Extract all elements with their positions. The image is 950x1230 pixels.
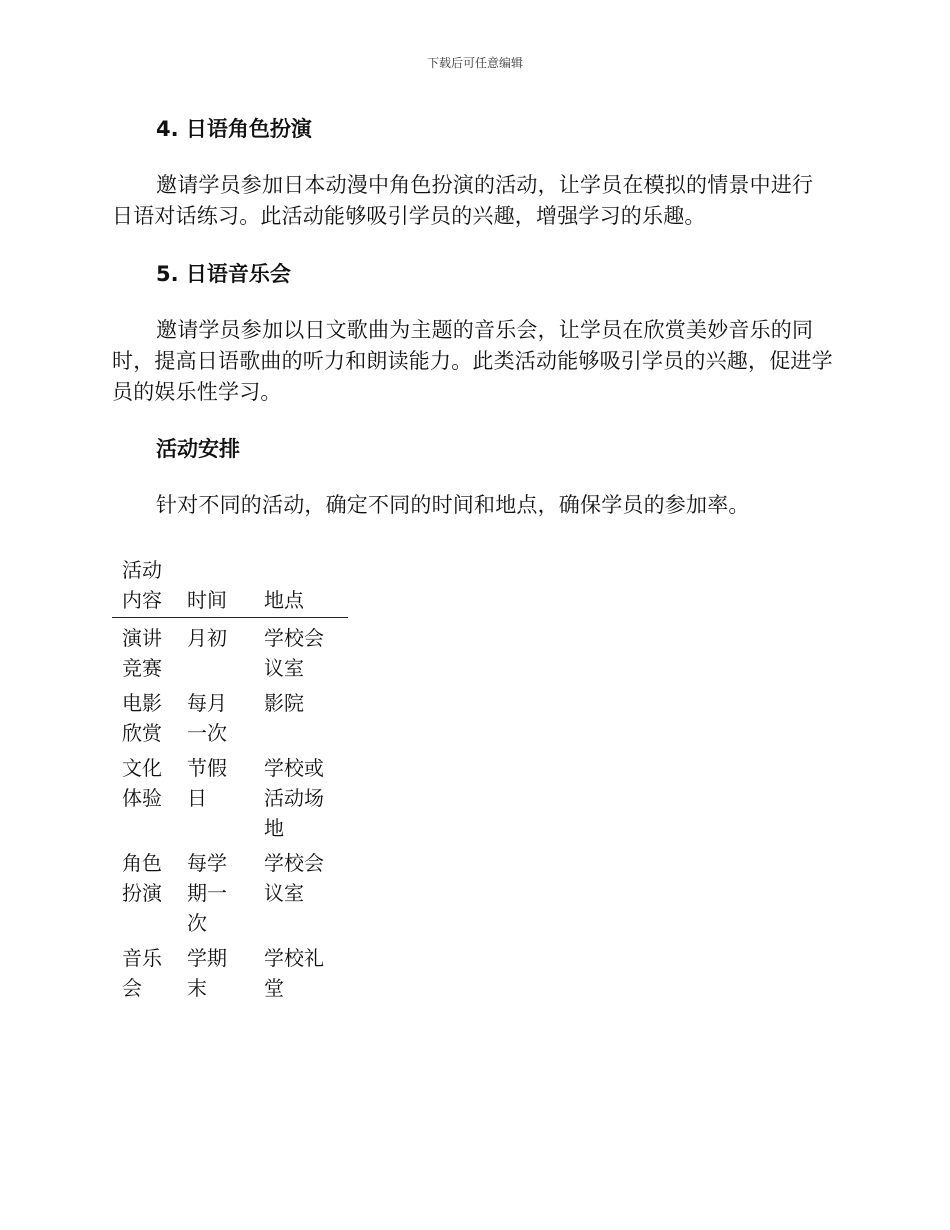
page-header: 下载后可任意编辑 [426,56,523,70]
table-cell-location [254,683,348,748]
table-cell-activity [112,843,177,938]
section-body-concert: 邀请学员参加以日文歌曲为主题的音乐会，让学员在欣赏美妙音乐的同时，提高日语歌曲的听力和朗读能力。此类活动能够吸引学员的兴趣，促进学员的娱乐性学习。 [112,318,833,404]
table-row [112,683,348,748]
cell-text: 角色扮演 [122,851,162,905]
table-cell-location [254,843,348,938]
cell-text: 学校会议室 [264,851,324,905]
table-cell-location [254,618,348,684]
column-header-location [254,555,348,618]
section-body-schedule: 针对不同的活动，确定不同的时间和地点，确保学员的参加率。 [156,493,750,517]
cell-text: 月初 [187,626,227,650]
cell-text: 电影欣赏 [122,691,162,745]
table-cell-location [254,938,348,1003]
cell-text: 学期末 [187,946,227,1000]
cell-text: 学校会议室 [264,626,324,680]
table-cell-time [177,683,254,748]
cell-text: 影院 [264,691,304,715]
table-cell-time [177,843,254,938]
table-cell-location [254,748,348,843]
column-header-location-label: 地点 [264,588,304,612]
table-cell-activity [112,748,177,843]
table-cell-time [177,748,254,843]
table-cell-time [177,938,254,1003]
section-title-role-play: 4. 日语角色扮演 [156,117,312,141]
cell-text: 每学期一次 [187,851,227,935]
schedule-table [112,555,348,1003]
table-cell-activity [112,938,177,1003]
section-title-schedule: 活动安排 [156,437,240,461]
table-row [112,618,348,684]
table-row [112,843,348,938]
cell-text: 学校或活动场地 [264,756,324,840]
schedule-table-body [112,618,348,1004]
table-cell-activity [112,618,177,684]
section-body-role-play: 邀请学员参加日本动漫中角色扮演的活动，让学员在模拟的情景中进行日语对话练习。此活动能够吸引学员的兴趣，增强学习的乐趣。 [112,173,814,228]
column-header-time-label: 时间 [187,588,227,612]
cell-text: 节假日 [187,756,227,810]
cell-text: 学校礼堂 [264,946,324,1000]
column-header-time [177,555,254,618]
table-row [112,938,348,1003]
document-body [112,112,834,1003]
table-cell-time [177,618,254,684]
cell-text: 文化体验 [122,756,162,810]
schedule-table-head [112,555,348,618]
cell-text: 每月一次 [187,691,227,745]
column-header-activity [112,555,177,618]
table-row [112,748,348,843]
table-header-row [112,555,348,618]
table-cell-activity [112,683,177,748]
cell-text: 演讲竞赛 [122,626,162,680]
cell-text: 音乐会 [122,946,162,1000]
section-title-concert: 5. 日语音乐会 [156,262,291,286]
column-header-activity-label: 活动内容 [122,558,162,612]
